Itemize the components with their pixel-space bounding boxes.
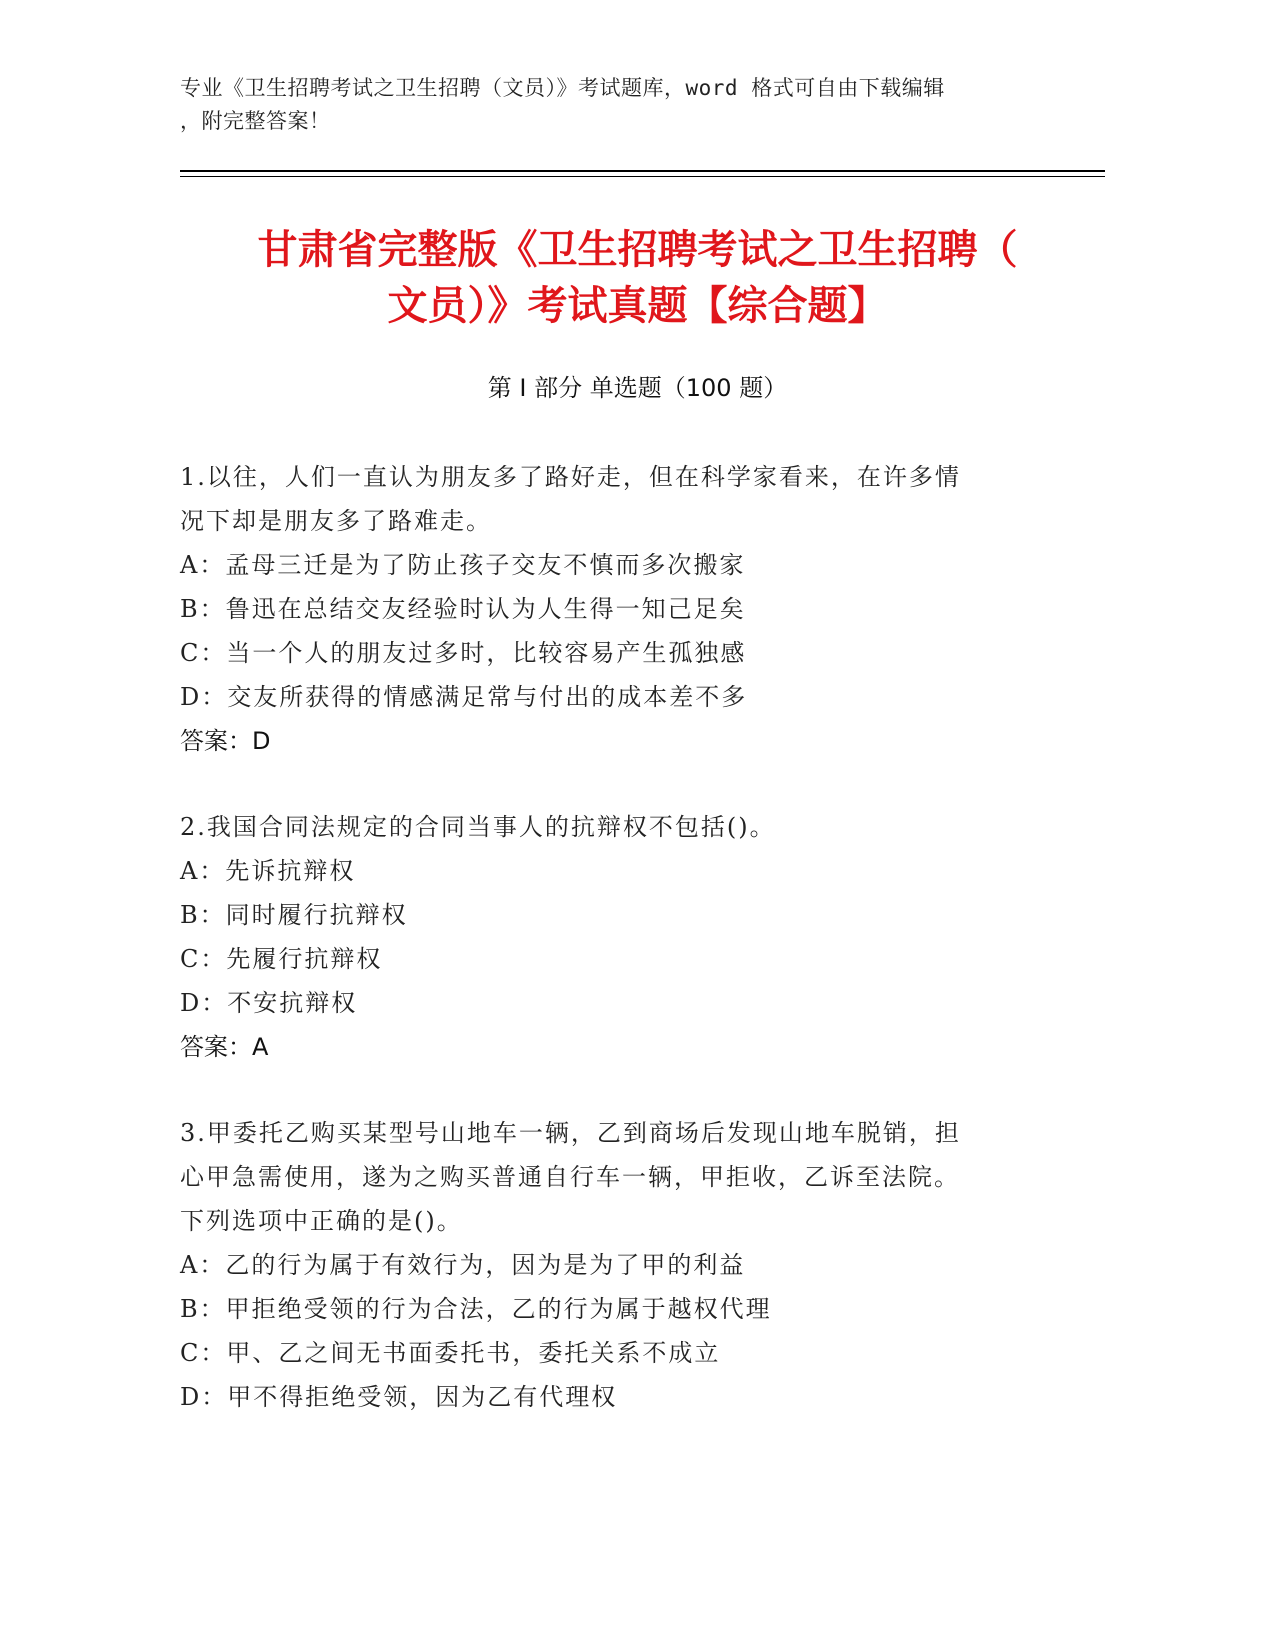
question-stem-line: 心甲急需使用，遂为之购买普通自行车一辆，甲拒收，乙诉至法院。: [180, 1163, 960, 1191]
header-divider-thin: [180, 176, 1105, 177]
question-2: [180, 805, 1060, 1069]
option-c: C：当一个人的朋友过多时，比较容易产生孤独感: [180, 639, 747, 667]
option-a: A：孟母三迁是为了防止孩子交友不慎而多次搬家: [180, 551, 746, 579]
option-d: D：不安抗辩权: [180, 989, 358, 1017]
question-stem-line: 下列选项中正确的是()。: [180, 1207, 463, 1235]
header-note: [180, 72, 1060, 138]
question-stem-line: 况下却是朋友多了路难走。: [180, 507, 492, 535]
option-b: B：甲拒绝受领的行为合法，乙的行为属于越权代理: [180, 1295, 772, 1323]
option-b: B：鲁迅在总结交友经验时认为人生得一知己足矣: [180, 595, 746, 623]
option-d: D：交友所获得的情感满足常与付出的成本差不多: [180, 683, 748, 711]
question-stem-line: 1.以往，人们一直认为朋友多了路好走，但在科学家看来，在许多情: [180, 463, 961, 491]
header-note-line-1: 专业《卫生招聘考试之卫生招聘（文员）》考试题库，word 格式可自由下载编辑: [180, 76, 945, 100]
answer: 答案：A: [180, 1033, 269, 1061]
question-stem-line: 3.甲委托乙购买某型号山地车一辆，乙到商场后发现山地车脱销，担: [180, 1119, 961, 1147]
answer: 答案：D: [180, 727, 271, 755]
document-title: [150, 222, 1125, 334]
question-stem-line: 2.我国合同法规定的合同当事人的抗辩权不包括()。: [180, 813, 776, 841]
option-c: C：先履行抗辩权: [180, 945, 383, 973]
option-d: D：甲不得拒绝受领，因为乙有代理权: [180, 1383, 618, 1411]
question-3: [180, 1111, 1060, 1419]
option-a: A：乙的行为属于有效行为，因为是为了甲的利益: [180, 1251, 746, 1279]
option-a: A：先诉抗辩权: [180, 857, 356, 885]
question-1: [180, 455, 1060, 763]
document-title-line-1: 甘肃省完整版《卫生招聘考试之卫生招聘（: [257, 227, 1018, 273]
document-title-line-2: 文员）》考试真题【综合题】: [387, 283, 888, 329]
section-heading: 第 I 部分 单选题（100 题）: [487, 374, 788, 402]
option-b: B：同时履行抗辩权: [180, 901, 408, 929]
header-note-line-2: ，附完整答案！: [180, 109, 331, 133]
question-list: [180, 455, 1060, 1461]
option-c: C：甲、乙之间无书面委托书，委托关系不成立: [180, 1339, 721, 1367]
header-divider-thick: [180, 170, 1105, 172]
